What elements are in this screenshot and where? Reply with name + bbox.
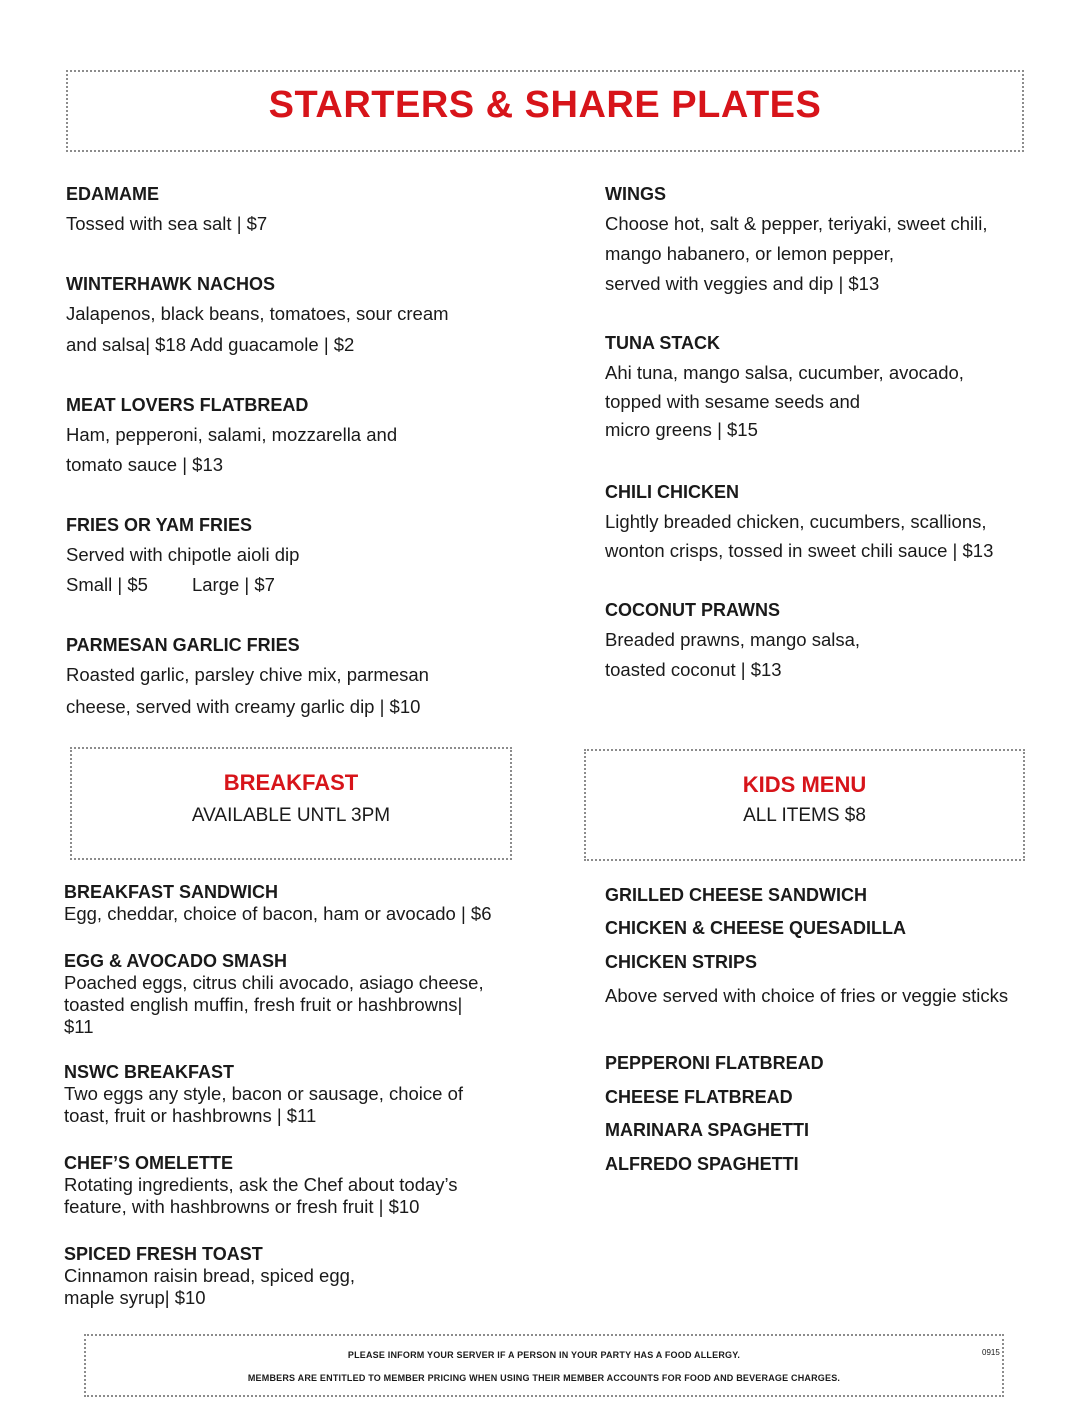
item-desc: Rotating ingredients, ask the Chef about today’s: [64, 1174, 458, 1195]
menu-item: [66, 273, 449, 360]
menu-item: [66, 634, 429, 722]
breakfast-item: [64, 1243, 355, 1309]
breakfast-item: [64, 881, 492, 925]
item-desc: toast, fruit or hashbrowns | $11: [64, 1105, 317, 1126]
breakfast-item: [64, 1061, 463, 1127]
item-name: CHEF’S OMELETTE: [64, 1153, 234, 1173]
menu-item: [605, 599, 860, 685]
item-desc: and salsa| $18 Add guacamole | $2: [66, 334, 355, 355]
item-desc: Two eggs any style, bacon or sausage, choice of: [64, 1083, 464, 1104]
item-name: COCONUT PRAWNS: [605, 600, 780, 620]
item-desc: toasted coconut | $13: [605, 659, 782, 680]
page-title: STARTERS & SHARE PLATES: [268, 84, 822, 126]
kids-item: GRILLED CHEESE SANDWICH: [605, 885, 868, 905]
item-desc: Breaded prawns, mango salsa,: [605, 629, 861, 650]
item-name: MEAT LOVERS FLATBREAD: [66, 395, 309, 415]
item-desc: mango habanero, or lemon pepper,: [605, 243, 895, 264]
menu-item: [66, 394, 397, 480]
item-name: SPICED FRESH TOAST: [64, 1244, 263, 1264]
menu-code: 0915: [982, 1348, 1000, 1357]
item-desc: Served with chipotle aioli dip: [66, 544, 300, 565]
menu-item: [605, 332, 964, 445]
item-desc: tomato sauce | $13: [66, 454, 224, 475]
item-desc: served with veggies and dip | $13: [605, 273, 880, 294]
item-desc: Choose hot, salt & pepper, teriyaki, sweet chili,: [605, 213, 988, 234]
kids-item: CHEESE FLATBREAD: [605, 1087, 793, 1107]
kids-note: Above served with choice of fries or veggie sticks: [605, 985, 1009, 1006]
item-desc: $11: [64, 1016, 94, 1037]
item-name: FRIES OR YAM FRIES: [66, 515, 253, 535]
member-pricing-notice: MEMBERS ARE ENTITLED TO MEMBER PRICING WHEN USING THEIR MEMBER ACCOUNTS FOR FOOD AND BEVERAGE CHARGES.: [247, 1373, 841, 1383]
breakfast-heading: BREAKFAST: [223, 770, 359, 795]
footer-box: [84, 1334, 1004, 1397]
item-name: TUNA STACK: [605, 333, 720, 353]
menu-item: [66, 514, 299, 600]
item-desc: Cinnamon raisin bread, spiced egg,: [64, 1265, 356, 1286]
item-name: CHILI CHICKEN: [605, 482, 739, 502]
item-name: EDAMAME: [66, 184, 159, 204]
kids-heading: KIDS MENU: [742, 772, 867, 797]
item-name: NSWC BREAKFAST: [64, 1062, 234, 1082]
size-large: Large | $7: [191, 574, 275, 595]
menu-item: [66, 183, 267, 239]
kids-item: CHICKEN STRIPS: [605, 952, 758, 972]
size-small: Small | $5: [66, 574, 148, 595]
item-name: WINTERHAWK NACHOS: [66, 274, 275, 294]
item-desc: toasted english muffin, fresh fruit or hashbrowns|: [64, 994, 463, 1015]
item-name: PARMESAN GARLIC FRIES: [66, 635, 300, 655]
item-desc: Tossed with sea salt | $7: [66, 213, 268, 234]
item-desc: Poached eggs, citrus chili avocado, asiago cheese,: [64, 972, 484, 993]
item-desc: Ham, pepperoni, salami, mozzarella and: [66, 424, 398, 445]
kids-subheading: ALL ITEMS $8: [743, 805, 866, 826]
item-desc: Egg, cheddar, choice of bacon, ham or avocado | $6: [64, 903, 492, 924]
allergy-notice: PLEASE INFORM YOUR SERVER IF A PERSON IN YOUR PARTY HAS A FOOD ALLERGY.: [347, 1350, 741, 1360]
item-desc: micro greens | $15: [605, 419, 758, 440]
kids-item: CHICKEN & CHEESE QUESADILLA: [605, 918, 907, 938]
item-desc: Jalapenos, black beans, tomatoes, sour cream: [66, 303, 449, 324]
kids-item: MARINARA SPAGHETTI: [605, 1120, 809, 1140]
breakfast-item: [64, 1152, 458, 1218]
item-sizes: [66, 570, 299, 600]
menu-item: [605, 481, 993, 564]
item-desc: cheese, served with creamy garlic dip | $10: [66, 696, 421, 717]
item-desc: maple syrup| $10: [64, 1287, 206, 1308]
item-desc: Ahi tuna, mango salsa, cucumber, avocado,: [605, 362, 964, 383]
item-name: WINGS: [605, 184, 666, 204]
item-desc: Roasted garlic, parsley chive mix, parmesan: [66, 664, 429, 685]
breakfast-header-box: [70, 747, 512, 860]
breakfast-item: [64, 950, 484, 1038]
item-desc: Lightly breaded chicken, cucumbers, scallions,: [605, 511, 987, 532]
item-desc: feature, with hashbrowns or fresh fruit | $10: [64, 1196, 420, 1217]
breakfast-subheading: AVAILABLE UNTL 3PM: [191, 805, 391, 826]
kids-item: ALFREDO SPAGHETTI: [605, 1154, 799, 1174]
item-name: BREAKFAST SANDWICH: [64, 882, 278, 902]
item-desc: wonton crisps, tossed in sweet chili sauce | $13: [605, 540, 994, 561]
item-name: EGG & AVOCADO SMASH: [64, 951, 288, 971]
menu-item: [605, 183, 988, 299]
kids-item: PEPPERONI FLATBREAD: [605, 1053, 824, 1073]
item-desc: topped with sesame seeds and: [605, 391, 861, 412]
